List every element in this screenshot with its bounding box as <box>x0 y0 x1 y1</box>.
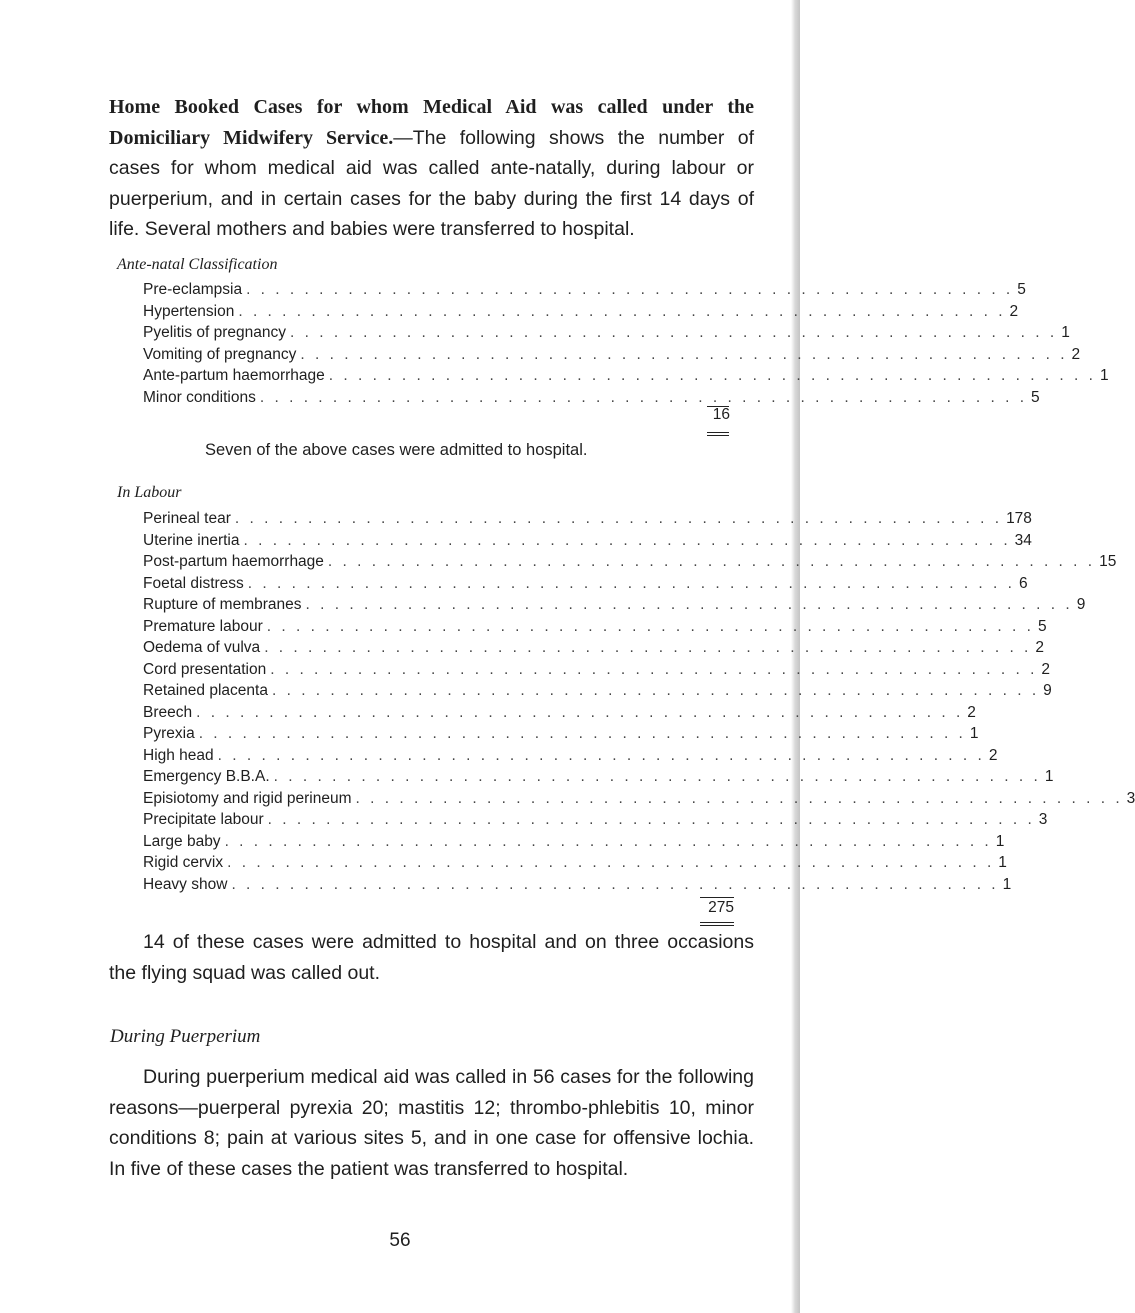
dot-leader: . . . . . . . . . . . . . . . . . . . . . . . . . . . . . . . . . . . . . . . . . . . . . . . . . . . . . <box>196 703 964 721</box>
item-value: 2 <box>1071 345 1081 363</box>
antenatal-double-rule-2 <box>707 435 729 436</box>
dot-leader: . . . . . . . . . . . . . . . . . . . . . . . . . . . . . . . . . . . . . . . . . . . . . . . . . . . . . <box>234 510 1003 527</box>
item-value: 1 <box>1061 324 1070 341</box>
item-label: Oedema of vulva <box>143 639 261 656</box>
item-value: 1 <box>998 854 1007 871</box>
intro-paragraph <box>109 92 754 245</box>
intro-body: —The following shows the number of cases for whom medical aid was called ante-natally, during labour or puerperium, and in certain cases for the baby during the first 14 days of life. Several mothers and babies were transferred to hospital. <box>109 126 755 240</box>
antenatal-total: 16 <box>712 406 730 423</box>
dot-leader: . . . . . . . . . . . . . . . . . . . . . . . . . . . . . . . . . . . . . . . . . . . . . . . . . . . . . <box>259 388 1028 406</box>
item-label: Minor conditions <box>143 388 256 406</box>
item-value: 1 <box>969 725 979 742</box>
item-label: Pyelitis of pregnancy <box>143 324 287 341</box>
dot-leader: . . . . . . . . . . . . . . . . . . . . . . . . . . . . . . . . . . . . . . . . . . . . . . . . . . . . . <box>217 746 985 764</box>
list-item <box>143 659 1051 681</box>
item-label: Hypertension <box>143 302 235 320</box>
antenatal-note: Seven of the above cases were admitted to hospital. <box>205 441 588 459</box>
item-value: 5 <box>1037 617 1047 635</box>
item-label: High head <box>143 746 214 764</box>
item-label: Large baby <box>143 832 221 850</box>
list-item <box>143 387 1040 409</box>
labour-double-rule-2 <box>700 925 734 926</box>
item-label: Pre-eclampsia <box>143 281 243 298</box>
item-value: 6 <box>1018 574 1028 592</box>
item-value: 34 <box>1014 531 1032 549</box>
labour-total: 275 <box>708 899 734 916</box>
dot-leader: . . . . . . . . . . . . . . . . . . . . . . . . . . . . . . . . . . . . . . . . . . . . . . . . . . . . . <box>290 324 1058 341</box>
puerperium-paragraph: During puerperium medical aid was called in 56 cases for the following reasons—puerperal pyrexia 20; mastitis 12; thrombo-phlebitis 10, minor conditions 8; pain at various sites 5, and in one case for offensive lochia. In five of these cases the patient was transferred to hospital. <box>109 1066 754 1180</box>
item-value: 178 <box>1006 510 1032 527</box>
page-number: 56 <box>389 1230 411 1251</box>
labour-sum-rule <box>700 897 734 898</box>
antenatal-title: Ante-natal Classification <box>117 256 278 273</box>
dot-leader: . . . . . . . . . . . . . . . . . . . . . . . . . . . . . . . . . . . . . . . . . . . . . . . . . . . . . <box>198 725 966 742</box>
list-item <box>143 831 1005 853</box>
dot-leader: . . . . . . . . . . . . . . . . . . . . . . . . . . . . . . . . . . . . . . . . . . . . . . . . . . . . . <box>305 596 1073 613</box>
list-item <box>143 530 1032 552</box>
dot-leader: . . . . . . . . . . . . . . . . . . . . . . . . . . . . . . . . . . . . . . . . . . . . . . . . . . . . . <box>231 875 999 893</box>
item-value: 5 <box>1031 388 1040 406</box>
item-label: Rigid cervix <box>143 854 224 871</box>
item-label: Foetal distress <box>143 574 244 592</box>
list-item <box>143 573 1028 595</box>
puerperium-title: During Puerperium <box>110 1026 261 1047</box>
dot-leader: . . . . . . . . . . . . . . . . . . . . . . . . . . . . . . . . . . . . . . . . . . . . . . . . . . . . . <box>246 281 1014 298</box>
list-item <box>143 594 1086 616</box>
list-item <box>143 680 1052 702</box>
dot-leader: . . . . . . . . . . . . . . . . . . . . . . . . . . . . . . . . . . . . . . . . . . . . . . . . . . . . . <box>224 832 992 850</box>
list-item <box>143 788 1135 810</box>
item-value: 15 <box>1099 553 1117 570</box>
dot-leader: . . . . . . . . . . . . . . . . . . . . . . . . . . . . . . . . . . . . . . . . . . . . . . . . . . . . . <box>247 574 1015 592</box>
item-label: Rupture of membranes <box>143 596 302 613</box>
item-label: Perineal tear <box>143 510 231 527</box>
item-label: Precipitate labour <box>143 811 264 828</box>
item-value: 2 <box>1041 660 1051 678</box>
item-label: Vomiting of pregnancy <box>143 345 297 363</box>
item-label: Uterine inertia <box>143 531 240 549</box>
item-value: 2 <box>1035 639 1044 656</box>
list-item <box>143 301 1019 323</box>
item-value: 3 <box>1126 789 1135 807</box>
list-item <box>143 766 1054 788</box>
item-value: 1 <box>1002 875 1012 893</box>
list-item <box>143 365 1109 387</box>
item-value: 1 <box>1044 768 1054 785</box>
labour-title: In Labour <box>117 484 182 501</box>
list-item <box>143 809 1048 831</box>
list-item <box>143 344 1081 366</box>
item-value: 9 <box>1043 682 1052 699</box>
item-label: Cord presentation <box>143 660 267 678</box>
item-label: Pyrexia <box>143 725 195 742</box>
list-item <box>143 637 1044 659</box>
labour-list <box>143 508 1135 895</box>
item-label: Heavy show <box>143 875 228 893</box>
item-label: Ante-partum haemorrhage <box>143 367 325 384</box>
item-label: Retained placenta <box>143 682 268 699</box>
antenatal-list <box>143 279 1109 408</box>
labour-double-rule-1 <box>700 922 734 923</box>
list-item <box>143 508 1032 530</box>
list-item <box>143 745 998 767</box>
item-value: 3 <box>1038 811 1048 828</box>
dot-leader: . . . . . . . . . . . . . . . . . . . . . . . . . . . . . . . . . . . . . . . . . . . . . . . . . . . . . <box>328 367 1096 384</box>
item-label: Breech <box>143 703 193 721</box>
dot-leader: . . . . . . . . . . . . . . . . . . . . . . . . . . . . . . . . . . . . . . . . . . . . . . . . . . . . . <box>355 789 1123 807</box>
list-item <box>143 874 1012 896</box>
labour-note: 14 of these cases were admitted to hospital and on three occasions the flying squad was called out. <box>109 931 754 984</box>
list-item <box>143 852 1007 874</box>
dot-leader: . . . . . . . . . . . . . . . . . . . . . . . . . . . . . . . . . . . . . . . . . . . . . . . . . . . . . <box>227 854 995 871</box>
list-item <box>143 322 1070 344</box>
list-item <box>143 702 976 724</box>
dot-leader: . . . . . . . . . . . . . . . . . . . . . . . . . . . . . . . . . . . . . . . . . . . . . . . . . . . . . <box>270 660 1038 678</box>
item-value: 5 <box>1017 281 1026 298</box>
item-label: Episiotomy and rigid perineum <box>143 789 352 807</box>
item-label: Post-partum haemorrhage <box>143 553 324 570</box>
intro-lead: Home Booked Cases for whom Medical Aid was called under the Domiciliary Midwifery Service. <box>109 96 754 149</box>
item-value: 9 <box>1076 596 1086 613</box>
item-label: Emergency B.B.A. <box>143 768 270 785</box>
item-value: 1 <box>995 832 1005 850</box>
item-value: 2 <box>967 703 976 721</box>
item-label: Premature labour <box>143 617 263 635</box>
dot-leader: . . . . . . . . . . . . . . . . . . . . . . . . . . . . . . . . . . . . . . . . . . . . . . . . . . . . . <box>267 811 1035 828</box>
dot-leader: . . . . . . . . . . . . . . . . . . . . . . . . . . . . . . . . . . . . . . . . . . . . . . . . . . . . . <box>271 682 1040 699</box>
item-value: 1 <box>1099 367 1109 384</box>
dot-leader: . . . . . . . . . . . . . . . . . . . . . . . . . . . . . . . . . . . . . . . . . . . . . . . . . . . . . <box>273 768 1041 785</box>
list-item <box>143 279 1026 301</box>
list-item <box>143 723 979 745</box>
item-value: 2 <box>1009 302 1019 320</box>
list-item <box>143 616 1047 638</box>
antenatal-double-rule-1 <box>707 432 729 433</box>
dot-leader: . . . . . . . . . . . . . . . . . . . . . . . . . . . . . . . . . . . . . . . . . . . . . . . . . . . . . <box>266 617 1034 635</box>
dot-leader: . . . . . . . . . . . . . . . . . . . . . . . . . . . . . . . . . . . . . . . . . . . . . . . . . . . . . <box>243 531 1011 549</box>
item-value: 2 <box>988 746 998 764</box>
dot-leader: . . . . . . . . . . . . . . . . . . . . . . . . . . . . . . . . . . . . . . . . . . . . . . . . . . . . . <box>300 345 1068 363</box>
list-item <box>143 551 1117 573</box>
dot-leader: . . . . . . . . . . . . . . . . . . . . . . . . . . . . . . . . . . . . . . . . . . . . . . . . . . . . . <box>327 553 1096 570</box>
dot-leader: . . . . . . . . . . . . . . . . . . . . . . . . . . . . . . . . . . . . . . . . . . . . . . . . . . . . . <box>264 639 1032 656</box>
dot-leader: . . . . . . . . . . . . . . . . . . . . . . . . . . . . . . . . . . . . . . . . . . . . . . . . . . . . . <box>238 302 1006 320</box>
